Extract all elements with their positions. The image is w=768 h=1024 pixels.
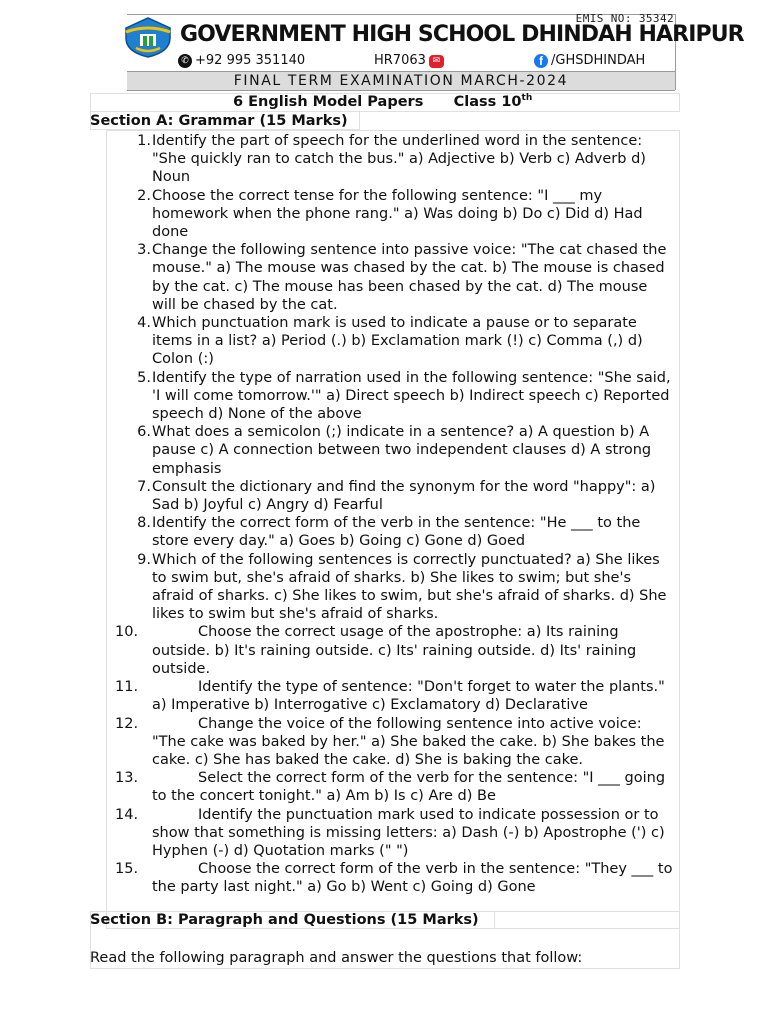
school-code-text: HR7063 xyxy=(374,53,426,68)
question-item xyxy=(115,132,675,187)
question-text: Choose the correct tense for the following sentence: "I ___ my homework when the phone rang." a) Was doing b) Do c) Did d) Had done xyxy=(152,187,643,241)
question-number: 12. xyxy=(115,715,139,732)
question-item xyxy=(115,423,675,478)
exam-banner: FINAL TERM EXAMINATION MARCH-2024 xyxy=(127,71,675,91)
question-item xyxy=(115,241,675,314)
whatsapp-icon: ✆ xyxy=(178,54,192,68)
question-item xyxy=(115,514,675,550)
question-number: 2. xyxy=(137,187,151,204)
question-number: 15. xyxy=(115,861,139,878)
question-number: 1. xyxy=(137,133,151,149)
question-number: 14. xyxy=(115,806,139,823)
question-number: 4. xyxy=(137,315,151,332)
question-number: 3. xyxy=(137,242,151,259)
school-logo-icon xyxy=(122,16,174,58)
question-text: Identify the punctuation mark used to indicate possession or to show that something is missing letters: a) Dash (-) b) Apostrophe (') c) Hyphen (-) d) Quotation marks (" ") xyxy=(152,806,665,859)
paper-title-text: 6 English Model Papers xyxy=(233,94,424,110)
question-text: Which punctuation mark is used to indicate a pause or to separate items in a list? a) Period (.) b) Exclamation mark (!) c) Comma (,) d) Colon (:) xyxy=(152,315,643,368)
question-item xyxy=(115,314,675,369)
mail-icon: ✉ xyxy=(429,55,444,68)
question-item xyxy=(115,369,675,424)
paper-title xyxy=(233,94,532,111)
question-number: 10. xyxy=(115,624,139,641)
question-item xyxy=(115,715,675,770)
question-number: 11. xyxy=(115,679,139,696)
school-code xyxy=(374,52,444,70)
question-number: 7. xyxy=(137,478,151,495)
school-name: GOVERNMENT HIGH SCHOOL DHINDAH HARIPUR xyxy=(180,22,744,47)
question-text: Choose the correct usage of the apostrophe: a) Its raining outside. b) It's raining outside. c) Its' raining outside. d) Its' raining outside. xyxy=(152,624,637,677)
question-text: What does a semicolon (;) indicate in a sentence? a) A question b) A pause c) A connection between two independent clauses d) A strong emphasis xyxy=(152,424,652,477)
phone-number: +92 995 351140 xyxy=(195,53,306,68)
question-number: 13. xyxy=(115,770,139,787)
section-b-heading: Section B: Paragraph and Questions (15 Marks) xyxy=(90,912,479,928)
question-item xyxy=(115,478,675,514)
question-number: 5. xyxy=(137,369,151,386)
question-number: 6. xyxy=(137,424,151,441)
question-item xyxy=(115,806,675,861)
question-text: Consult the dictionary and find the synonym for the word "happy": a) Sad b) Joyful c) Angry d) Fearful xyxy=(152,478,656,514)
question-text: Choose the correct form of the verb in the sentence: "They ___ to the party last night." a) Go b) Went c) Going d) Gone xyxy=(152,861,673,896)
question-item xyxy=(115,769,675,805)
question-item xyxy=(115,187,675,242)
class-suffix: th xyxy=(521,93,533,104)
question-text: Which of the following sentences is correctly punctuated? a) She likes to swim but, she's afraid of sharks. b) She likes to swim; but she's afraid of sharks. c) She likes to swim, but she's afraid of sharks. d) She likes to swim but she's afraid of sharks. xyxy=(152,551,667,623)
school-header xyxy=(0,0,768,92)
question-text: Change the following sentence into passive voice: "The cat chased the mouse." a) The mouse was chased by the cat. b) The mouse is chased by the cat. c) The mouse has been chased by the cat. d) The mouse will be chased by the cat. xyxy=(152,242,667,313)
question-text: Select the correct form of the verb for the sentence: "I ___ going to the concert tonight." a) Am b) Is c) Are d) Be xyxy=(152,770,666,805)
section-b-instruction: Read the following paragraph and answer the questions that follow: xyxy=(90,950,583,966)
question-text: Identify the part of speech for the underlined word in the sentence: "She quickly ran to catch the bus." a) Adjective b) Verb c) Adverb d) Noun xyxy=(152,133,646,186)
question-text: Identify the type of sentence: "Don't forget to water the plants." a) Imperative b) Interrogative c) Exclamatory d) Declarative xyxy=(152,679,665,714)
class-label: Class 10 xyxy=(453,94,522,110)
question-list xyxy=(115,132,675,897)
section-a-heading: Section A: Grammar (15 Marks) xyxy=(90,113,348,129)
contact-row xyxy=(178,52,676,70)
question-item xyxy=(115,860,675,896)
question-text: Change the voice of the following sentence into active voice: "The cake was baked by her." a) She baked the cake. b) She bakes the cake. c) She has baked the cake. d) She is baking the cake. xyxy=(152,715,665,768)
question-text: Identify the type of narration used in the following sentence: "She said, 'I will come tomorrow.'" a) Direct speech b) Indirect speech c) Reported speech d) None of the above xyxy=(152,369,671,423)
section-b-divider xyxy=(494,912,495,929)
facebook-handle: /GHSDHINDAH xyxy=(551,53,646,68)
facebook-contact xyxy=(534,52,645,70)
question-item xyxy=(115,623,675,678)
facebook-icon: f xyxy=(534,54,548,68)
question-item xyxy=(115,678,675,714)
question-number: 9. xyxy=(137,551,151,568)
phone-contact xyxy=(178,52,305,70)
questions-box xyxy=(106,130,680,929)
emis-number: EMIS NO: 35342 xyxy=(575,12,674,25)
question-item xyxy=(115,551,675,624)
question-text: Identify the correct form of the verb in the sentence: "He ___ to the store every day." a) Goes b) Going c) Gone d) Goed xyxy=(152,515,641,550)
question-number: 8. xyxy=(137,515,151,532)
